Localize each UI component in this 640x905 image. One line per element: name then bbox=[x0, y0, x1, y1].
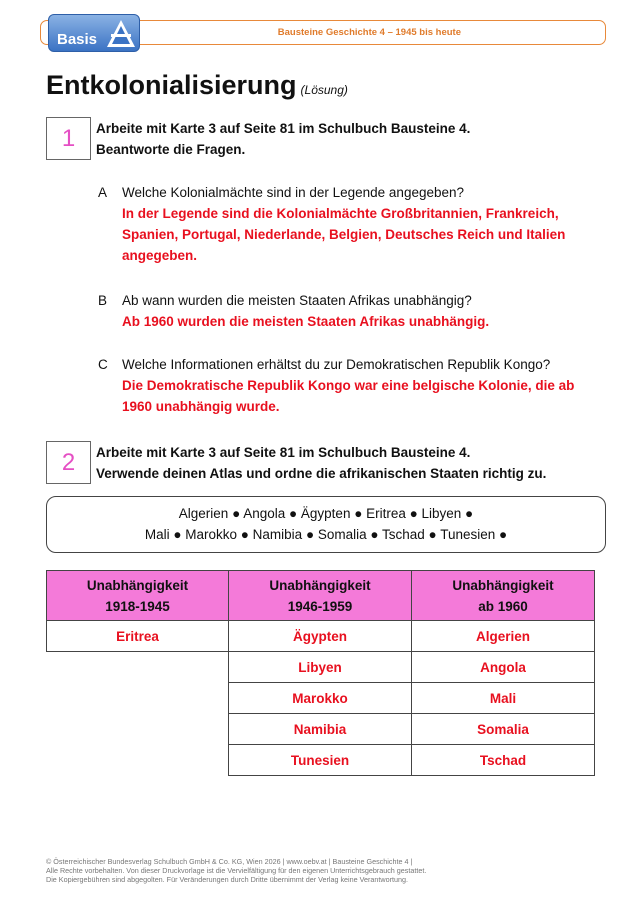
header-label: Unabhängigkeit bbox=[452, 577, 554, 593]
table-cell: Eritrea bbox=[47, 621, 229, 652]
answer-text: Ab 1960 wurden die meisten Staaten Afrikas unabhängig. bbox=[122, 314, 490, 329]
question-letter: A bbox=[98, 185, 108, 200]
task-2-instructions bbox=[96, 442, 546, 484]
word-box bbox=[46, 496, 606, 553]
table-cell: Somalia bbox=[412, 714, 595, 745]
header-period: 1946-1959 bbox=[287, 598, 353, 614]
word-box-line-1: Algerien ● Angola ● Ägypten ● Eritrea ● Libyen ● bbox=[178, 506, 474, 521]
question-text: Welche Kolonialmächte sind in der Legende angegeben? bbox=[122, 185, 465, 200]
task-2-line-2: Verwende deinen Atlas und ordne die afrikanischen Staaten richtig zu. bbox=[96, 466, 547, 481]
table-row bbox=[47, 683, 595, 714]
header-cell-1946-1959 bbox=[229, 571, 412, 621]
header-period: ab 1960 bbox=[478, 598, 528, 614]
answer-text: In der Legende sind die Kolonialmächte Großbritannien, Frankreich, Spanien, Portugal, Niederlande, Belgien, Deutsches Reich und Italien angegeben. bbox=[122, 206, 566, 263]
question-text: Welche Informationen erhältst du zur Demokratischen Republik Kongo? bbox=[122, 357, 551, 372]
question-letter: B bbox=[98, 293, 108, 308]
title-main: Entkolonialisierung bbox=[46, 70, 297, 100]
header-label: Unabhängigkeit bbox=[269, 577, 371, 593]
task-1-instructions bbox=[96, 118, 470, 160]
table-cell: Marokko bbox=[229, 683, 412, 714]
table-cell: Mali bbox=[412, 683, 595, 714]
logo-text: Basis bbox=[57, 31, 98, 48]
task-1-line-1: Arbeite mit Karte 3 auf Seite 81 im Schulbuch Bausteine 4. bbox=[96, 121, 471, 136]
header-cell-ab-1960 bbox=[412, 571, 595, 621]
word-box-line-2: Mali ● Marokko ● Namibia ● Somalia ● Tschad ● Tunesien ● bbox=[144, 527, 508, 542]
table-cell-empty bbox=[47, 683, 229, 714]
task-1-line-2: Beantworte die Fragen. bbox=[96, 142, 246, 157]
table-row bbox=[47, 621, 595, 652]
footer-line-3: Die Kopiergebühren sind abgegolten. Für Veränderungen durch Dritte übernimmt der Verlag keine Verantwortung. bbox=[46, 875, 408, 884]
table-cell: Angola bbox=[412, 652, 595, 683]
question-text: Ab wann wurden die meisten Staaten Afrikas unabhängig? bbox=[122, 293, 472, 308]
task-2-line-1: Arbeite mit Karte 3 auf Seite 81 im Schulbuch Bausteine 4. bbox=[96, 445, 471, 460]
title-sub: (Lösung) bbox=[300, 83, 348, 97]
table-cell-empty bbox=[47, 714, 229, 745]
table-cell-empty bbox=[47, 652, 229, 683]
table-cell-empty bbox=[47, 745, 229, 776]
task-number-2: 2 bbox=[46, 441, 91, 484]
table-cell: Libyen bbox=[229, 652, 412, 683]
independence-table bbox=[46, 570, 595, 776]
header-period: 1918-1945 bbox=[105, 598, 170, 614]
footer-line-2: Alle Rechte vorbehalten. Von dieser Druckvorlage ist die Vervielfältigung für den eigenen Unterrichtsgebrauch gestattet. bbox=[46, 866, 427, 875]
table-row bbox=[47, 714, 595, 745]
table-cell: Tunesien bbox=[229, 745, 412, 776]
question-a bbox=[98, 182, 608, 266]
triangle-logo-icon bbox=[105, 18, 137, 50]
question-c bbox=[98, 354, 608, 417]
table-cell: Tschad bbox=[412, 745, 595, 776]
answer-text: Die Demokratische Republik Kongo war eine belgische Kolonie, die ab 1960 unabhängig wurde. bbox=[122, 378, 575, 414]
task-number-1: 1 bbox=[46, 117, 91, 160]
table-cell: Algerien bbox=[412, 621, 595, 652]
book-title: Bausteine Geschichte 4 – 1945 bis heute bbox=[277, 27, 461, 38]
footer bbox=[46, 857, 606, 884]
table-header-row bbox=[47, 571, 595, 621]
table-row bbox=[47, 745, 595, 776]
basis-logo bbox=[48, 14, 140, 52]
header-label: Unabhängigkeit bbox=[86, 577, 189, 593]
header-cell-1918-1945 bbox=[47, 571, 229, 621]
table-row bbox=[47, 652, 595, 683]
page-title bbox=[46, 70, 348, 101]
question-b bbox=[98, 290, 608, 332]
table-cell: Namibia bbox=[229, 714, 412, 745]
question-letter: C bbox=[98, 357, 108, 372]
table-cell: Ägypten bbox=[229, 621, 412, 652]
footer-line-1: © Österreichischer Bundesverlag Schulbuch GmbH & Co. KG, Wien 2026 | www.oebv.at | Bausteine Geschichte 4 | bbox=[46, 857, 413, 866]
